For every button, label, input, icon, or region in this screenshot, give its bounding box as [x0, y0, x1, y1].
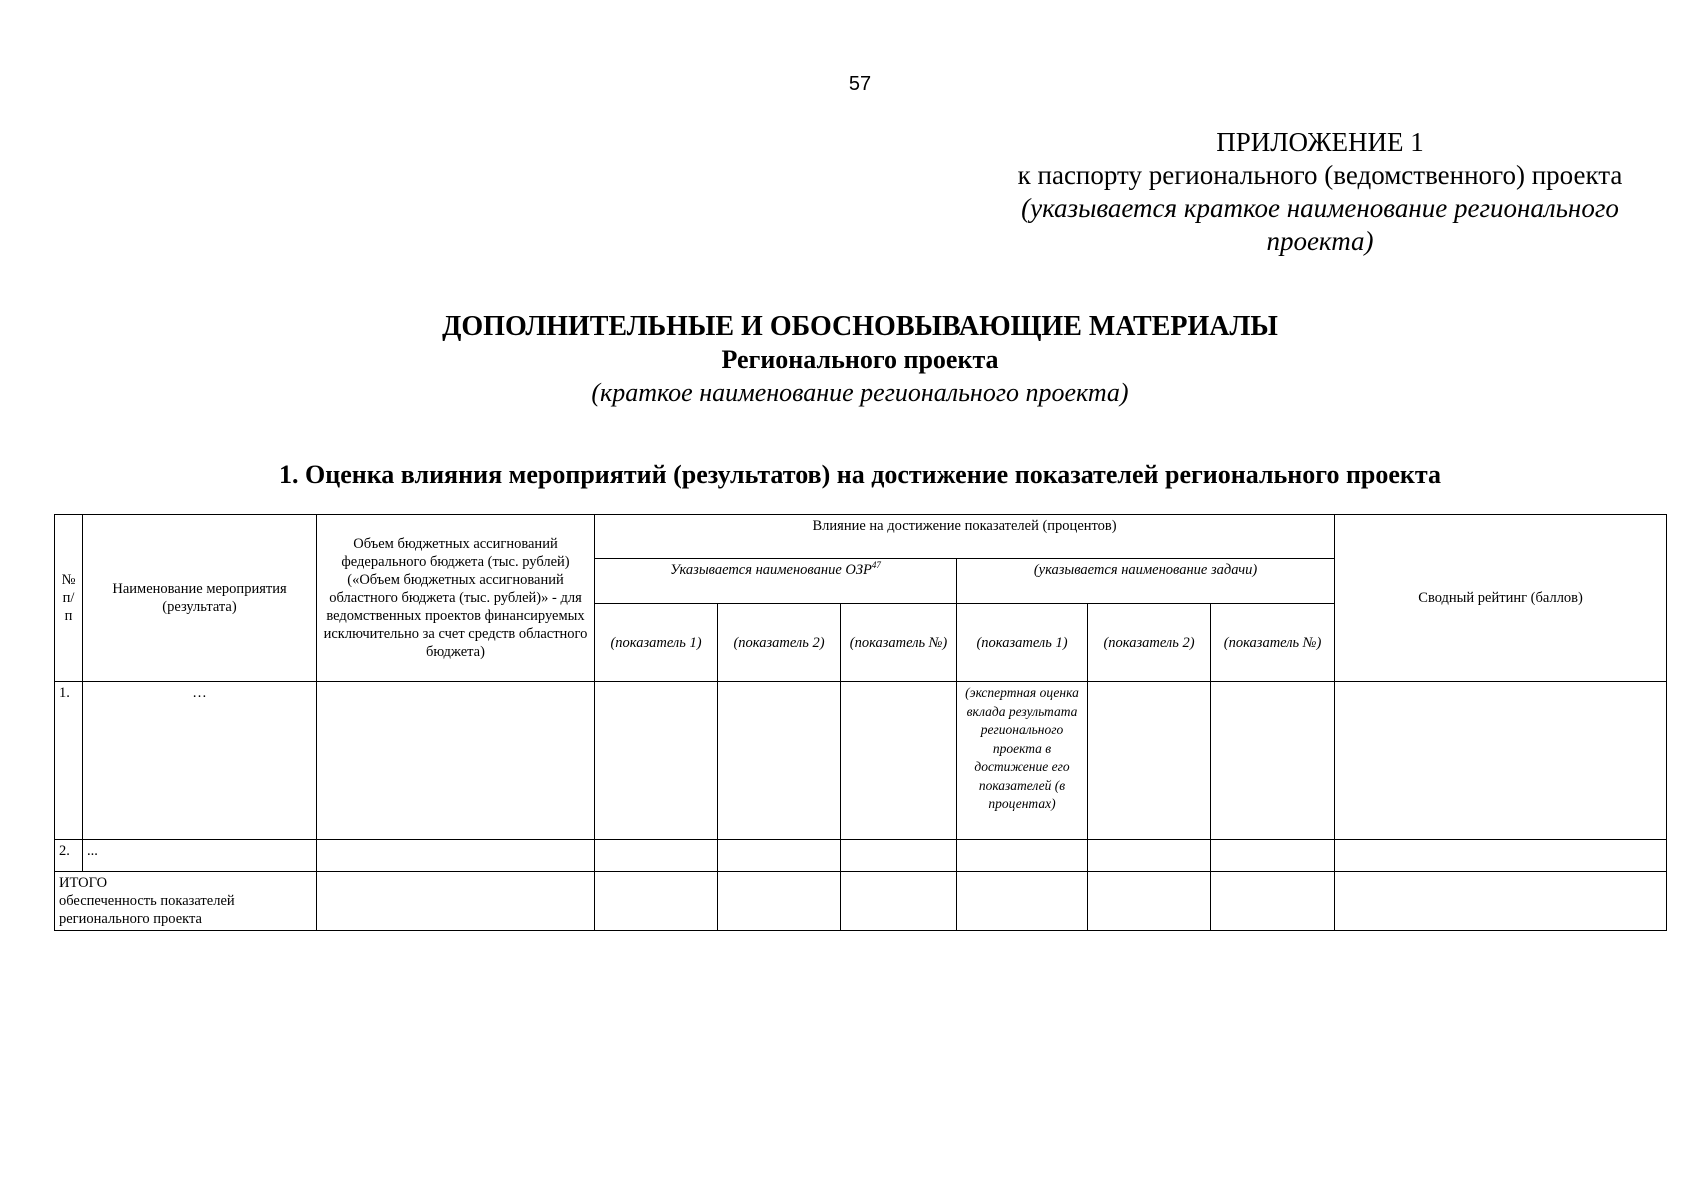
expert-estimate-note: (экспертная оценка вклада результата регионального проекта в достижение его показателей (в процентах)	[957, 682, 1088, 840]
row-cell	[1335, 840, 1667, 872]
document-subtitle: Регионального проекта	[721, 345, 999, 374]
row-cell	[841, 682, 957, 840]
total-label	[55, 872, 317, 931]
header-group-task: (указывается наименование задачи)	[957, 559, 1335, 604]
page-number: 57	[848, 73, 872, 95]
header-influence: Влияние на достижение показателей (процентов)	[595, 515, 1335, 559]
row-cell	[1211, 840, 1335, 872]
row-cell	[1335, 682, 1667, 840]
row-cell	[595, 682, 718, 840]
document-heading	[0, 310, 1697, 410]
header-indicator: (показатель №)	[1211, 604, 1335, 682]
total-title: ИТОГО	[59, 875, 108, 891]
header-indicator: (показатель 2)	[718, 604, 841, 682]
row-cell	[841, 840, 957, 872]
footnote-ref: 47	[871, 560, 881, 571]
row-cell	[317, 682, 595, 840]
appendix-note-line2: проекта)	[1266, 226, 1374, 256]
table-row	[55, 682, 1667, 840]
document-note: (краткое наименование регионального проекта)	[591, 378, 1129, 407]
table-row	[55, 840, 1667, 872]
row-cell	[718, 682, 841, 840]
row-cell	[317, 872, 595, 931]
total-description: обеспеченность показателей регионального проекта	[59, 893, 235, 927]
appendix-block	[960, 126, 1680, 258]
appendix-note-line1: (указывается краткое наименование регионального	[1021, 193, 1619, 223]
header-group-ozr	[595, 559, 957, 604]
header-budget: Объем бюджетных ассигнований федерального бюджета (тыс. рублей) («Объем бюджетных ассигнований областного бюджета (тыс. рублей)» - для ведомственных проектов финансируемых исключительно за счет средств областного бюджета)	[317, 515, 595, 682]
header-name: Наименование мероприятия (результата)	[83, 515, 317, 682]
row-cell	[1088, 682, 1211, 840]
row-name: ...	[83, 840, 317, 872]
section-title: 1. Оценка влияния мероприятий (результатов) на достижение показателей регионального проекта	[278, 460, 1441, 489]
row-cell	[1211, 872, 1335, 931]
row-cell	[718, 840, 841, 872]
document-title: ДОПОЛНИТЕЛЬНЫЕ И ОБОСНОВЫВАЮЩИЕ МАТЕРИАЛЫ	[442, 311, 1278, 342]
header-group-ozr-text: Указывается наименование ОЗР	[670, 562, 872, 578]
row-cell	[1211, 682, 1335, 840]
row-cell	[1335, 872, 1667, 931]
header-rating: Сводный рейтинг (баллов)	[1335, 515, 1667, 682]
table-row-total	[55, 872, 1667, 931]
appendix-title: ПРИЛОЖЕНИЕ 1	[1216, 127, 1424, 157]
row-cell	[595, 872, 718, 931]
header-indicator: (показатель №)	[841, 604, 957, 682]
row-cell	[1088, 872, 1211, 931]
row-cell	[841, 872, 957, 931]
header-num: № п/п	[55, 515, 83, 682]
appendix-subtitle: к паспорту регионального (ведомственного) проекта	[1017, 160, 1623, 190]
row-cell	[595, 840, 718, 872]
assessment-table	[54, 514, 1667, 931]
row-num: 1.	[55, 682, 83, 840]
header-indicator: (показатель 1)	[957, 604, 1088, 682]
row-cell	[718, 872, 841, 931]
row-name: …	[83, 682, 317, 840]
header-indicator: (показатель 2)	[1088, 604, 1211, 682]
row-cell	[957, 872, 1088, 931]
row-cell	[317, 840, 595, 872]
row-cell	[957, 840, 1088, 872]
row-num: 2.	[55, 840, 83, 872]
header-indicator: (показатель 1)	[595, 604, 718, 682]
row-cell	[1088, 840, 1211, 872]
